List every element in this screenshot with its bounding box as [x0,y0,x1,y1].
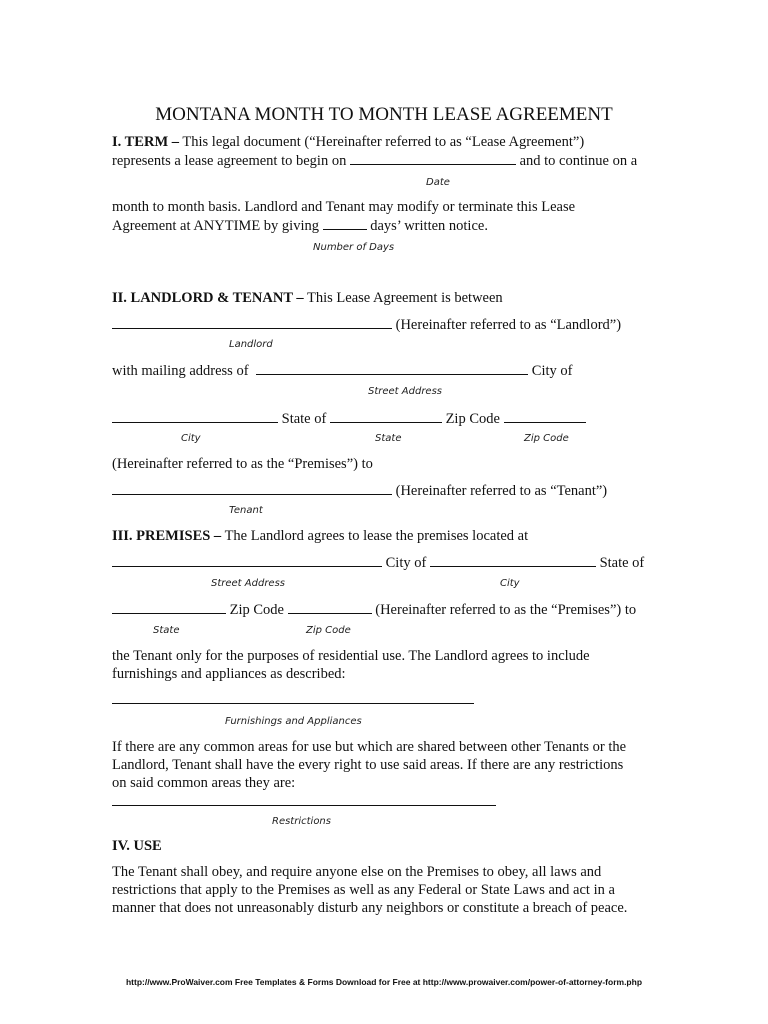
term-text-line4a: Agreement at ANYTIME by giving [112,218,319,234]
term-paragraph-line4 [112,216,488,235]
premises-zip-field[interactable] [288,600,372,614]
premises-zip-label: Zip Code [229,602,284,618]
premises-state-field[interactable] [112,600,226,614]
premises-ref-text: (Hereinafter referred to as the “Premises”) to [375,602,637,618]
landlord-street-address-field[interactable] [256,361,528,375]
term-paragraph-line2 [112,151,637,170]
use-line3: manner that does not unreasonably disturb any neighbors or constitute a breach of peace. [112,900,628,916]
term-text-line2b: and to continue on a [519,153,638,169]
premises-state-caption: State [153,625,180,636]
tenant-ref-text: (Hereinafter referred to as “Tenant”) [395,483,608,499]
city-of-label: City of [531,363,573,379]
premises-city-caption: City [500,578,520,589]
landlord-tenant-line1 [112,289,503,307]
term-text-line1: This legal document (“Hereinafter referred to as “Lease Agreement”) [182,134,585,150]
number-of-days-caption: Number of Days [313,242,395,253]
restrictions-line [112,792,496,811]
common-areas-line3: on said common areas they are: [112,775,296,791]
start-date-field[interactable] [350,151,516,165]
term-paragraph-line1 [112,133,584,151]
tenant-line [112,481,607,500]
use-heading: IV. USE [112,838,162,854]
landlord-ref-text: (Hereinafter referred to as “Landlord”) [395,317,622,333]
premises-state-of-label: State of [599,555,645,571]
zip-caption: Zip Code [524,433,569,444]
furnishings-caption: Furnishings and Appliances [225,716,362,727]
state-caption: State [375,433,402,444]
document-title: MONTANA MONTH TO MONTH LEASE AGREEMENT [155,104,613,125]
restrictions-caption: Restrictions [272,816,331,827]
landlord-state-field[interactable] [330,409,442,423]
furnishings-field[interactable] [112,690,474,704]
premises-address-line [112,553,644,572]
landlord-line [112,315,621,334]
term-text-line2a: represents a lease agreement to begin on [112,153,347,169]
landlord-tenant-heading: II. LANDLORD & TENANT – [112,290,304,306]
city-caption: City [181,433,201,444]
landlord-city-field[interactable] [112,409,278,423]
premises-to-text: (Hereinafter referred to as the “Premises”) to [112,456,373,472]
landlord-caption: Landlord [229,339,273,350]
premises-city-field[interactable] [430,553,596,567]
premises-text: The Landlord agrees to lease the premises located at [224,528,529,544]
landlord-zip-field[interactable] [504,409,586,423]
city-state-zip-line [112,409,586,428]
residential-use-line2: furnishings and appliances as described: [112,666,346,682]
premises-zip-caption: Zip Code [306,625,351,636]
notice-days-field[interactable] [323,216,367,230]
mailing-address-label: with mailing address of [112,363,249,379]
premises-city-of-label: City of [385,555,427,571]
landlord-name-field[interactable] [112,315,392,329]
tenant-caption: Tenant [229,505,263,516]
common-areas-line1: If there are any common areas for use but which are shared between other Tenants or the [112,739,627,755]
premises-state-zip-line [112,600,636,619]
premises-line1 [112,527,528,545]
premises-heading: III. PREMISES – [112,528,222,544]
mailing-address-line [112,361,572,380]
street-address-caption: Street Address [368,386,443,397]
term-text-line3: month to month basis. Landlord and Tenant may modify or terminate this Lease [112,199,576,215]
zip-code-label: Zip Code [445,411,500,427]
residential-use-line1: the Tenant only for the purposes of residential use. The Landlord agrees to include [112,648,590,664]
state-of-label: State of [281,411,327,427]
term-heading: I. TERM – [112,134,180,150]
restrictions-field[interactable] [112,792,496,806]
use-line2: restrictions that apply to the Premises as well as any Federal or State Laws and act in a [112,882,615,898]
common-areas-line2: Landlord, Tenant shall have the every right to use said areas. If there are any restrictions [112,757,624,773]
tenant-name-field[interactable] [112,481,392,495]
use-line1: The Tenant shall obey, and require anyone else on the Premises to obey, all laws and [112,864,602,880]
premises-street-field[interactable] [112,553,382,567]
term-text-line4b: days’ written notice. [370,218,488,234]
footer-url-text: http://www.ProWaiver.com Free Templates & Forms Download for Free at http://www.prowaiver.com/power-of-attorney-form.php [125,977,643,987]
date-caption: Date [426,177,450,188]
premises-street-caption: Street Address [211,578,286,589]
furnishings-line [112,690,474,709]
landlord-tenant-text: This Lease Agreement is between [307,290,503,306]
